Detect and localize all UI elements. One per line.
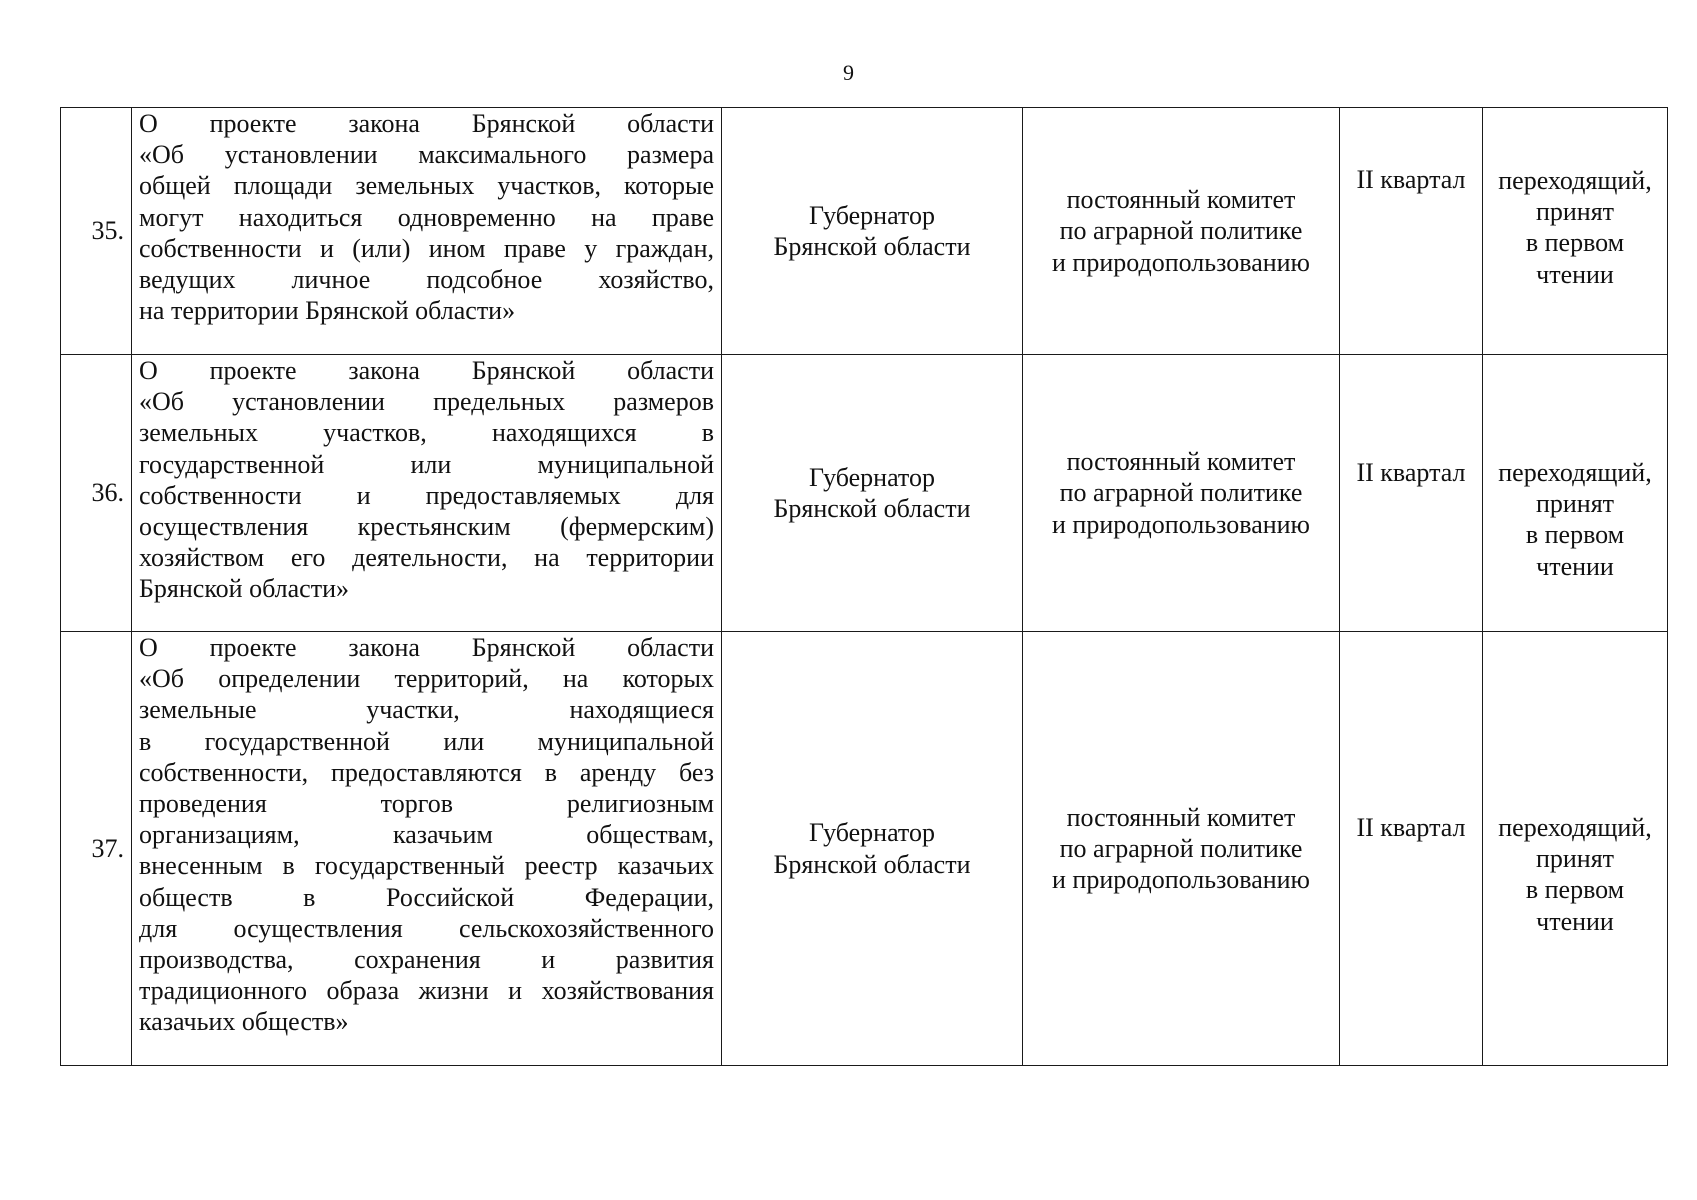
title-line: проведения торгов религиозным xyxy=(139,789,714,819)
title-line: собственности, предоставляются в аренду без xyxy=(139,757,714,787)
table-row xyxy=(61,355,1668,632)
consideration-term: II квартал xyxy=(1340,108,1483,355)
status-line: в первом xyxy=(1525,228,1625,258)
status-line: в первом xyxy=(1525,875,1625,905)
title-line: производства, сохранения и развития xyxy=(139,945,714,975)
title-line: в государственной или муниципальной xyxy=(139,726,714,756)
page-number: 9 xyxy=(843,60,854,85)
title-line: «Об установлении максимального размера xyxy=(139,140,714,170)
row-number: 37. xyxy=(61,632,132,1066)
title-line: «Об установлении предельных размеров xyxy=(139,387,714,417)
responsible-committee xyxy=(1023,108,1340,355)
status-line: переходящий, xyxy=(1498,458,1652,487)
title-line: казачьих обществ» xyxy=(139,1007,349,1037)
title-line: О проекте закона Брянской области xyxy=(139,109,714,138)
author-line: Губернатор xyxy=(809,462,935,492)
committee-line: и природопользованию xyxy=(1052,509,1310,539)
title-line: на территории Брянской области» xyxy=(139,296,516,326)
status-line: принят xyxy=(1535,844,1615,874)
bill-status xyxy=(1483,355,1668,632)
committee-line: и природопользованию xyxy=(1052,865,1310,895)
title-line: земельные участки, находящиеся xyxy=(139,695,714,725)
author-line: Губернатор xyxy=(809,200,935,230)
title-line: организациям, казачьим обществам, xyxy=(139,820,714,850)
author-line: Брянской области xyxy=(773,232,971,261)
row-number: 36. xyxy=(61,355,132,632)
legislative-plan-table xyxy=(60,107,1668,1066)
title-line: Брянской области» xyxy=(139,574,349,604)
responsible-committee xyxy=(1023,632,1340,1066)
title-line: ведущих личное подсобное хозяйство, xyxy=(139,265,714,295)
title-line: собственности и предоставляемых для xyxy=(139,480,714,510)
status-line: чтении xyxy=(1536,906,1614,936)
bill-author xyxy=(722,632,1023,1066)
title-line: хозяйством его деятельности, на территории xyxy=(139,543,714,573)
status-line: переходящий, xyxy=(1498,813,1652,842)
committee-line: по аграрной политике xyxy=(1059,833,1303,863)
bill-author xyxy=(722,108,1023,355)
title-line: внесенным в государственный реестр казачьих xyxy=(139,851,714,881)
consideration-term: II квартал xyxy=(1340,355,1483,632)
status-line: чтении xyxy=(1536,551,1614,581)
bill-title xyxy=(132,108,722,355)
title-line: «Об определении территорий, на которых xyxy=(139,664,714,694)
committee-line: по аграрной политике xyxy=(1059,216,1303,246)
title-line: О проекте закона Брянской области xyxy=(139,356,714,385)
consideration-term: II квартал xyxy=(1340,632,1483,1066)
row-number: 35. xyxy=(61,108,132,355)
status-line: в первом xyxy=(1525,520,1625,550)
committee-line: постоянный комитет xyxy=(1066,447,1296,477)
author-line: Брянской области xyxy=(773,849,971,879)
title-line: осуществления крестьянским (фермерским) xyxy=(139,512,714,542)
table-row xyxy=(61,632,1668,1066)
title-line: земельных участков, находящихся в xyxy=(139,418,714,448)
bill-title xyxy=(132,355,722,632)
title-line: могут находиться одновременно на праве xyxy=(139,202,714,232)
responsible-committee xyxy=(1023,355,1340,632)
table-row xyxy=(61,108,1668,355)
author-line: Брянской области xyxy=(773,494,971,523)
title-line: обществ в Российской Федерации, xyxy=(139,882,714,912)
status-line: переходящий, xyxy=(1498,166,1652,195)
committee-line: по аграрной политике xyxy=(1059,478,1303,508)
status-line: принят xyxy=(1535,197,1615,227)
status-line: чтении xyxy=(1536,259,1614,289)
title-line: традиционного образа жизни и хозяйствования xyxy=(139,976,714,1006)
bill-status xyxy=(1483,108,1668,355)
bill-author xyxy=(722,355,1023,632)
committee-line: постоянный комитет xyxy=(1066,802,1296,832)
title-line: общей площади земельных участков, которые xyxy=(139,171,714,201)
status-line: принят xyxy=(1535,489,1615,519)
title-line: собственности и (или) ином праве у граждан, xyxy=(139,233,714,263)
title-line: О проекте закона Брянской области xyxy=(139,633,714,662)
bill-title xyxy=(132,632,722,1066)
committee-line: постоянный комитет xyxy=(1066,185,1296,215)
author-line: Губернатор xyxy=(809,818,935,848)
bill-status xyxy=(1483,632,1668,1066)
title-line: государственной или муниципальной xyxy=(139,449,714,479)
committee-line: и природопользованию xyxy=(1052,247,1310,277)
title-line: для осуществления сельскохозяйственного xyxy=(139,913,714,943)
